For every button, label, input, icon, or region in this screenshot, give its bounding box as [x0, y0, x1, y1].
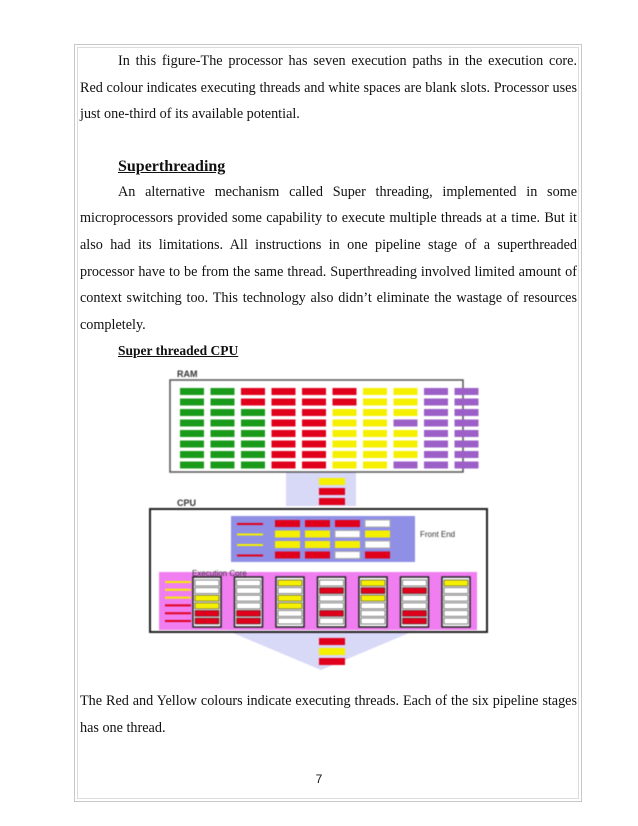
ram-thread-block — [272, 462, 296, 469]
execution-slot — [320, 595, 344, 601]
ram-thread-block — [394, 462, 418, 469]
ram-thread-block — [455, 430, 479, 437]
ram-thread-block — [363, 441, 387, 448]
execution-slot — [237, 610, 261, 616]
ram-thread-block — [363, 420, 387, 427]
front-end-slot — [305, 520, 330, 527]
section-heading: Superthreading — [118, 157, 226, 175]
execution-slot — [278, 603, 302, 609]
execution-core-label: Execution Core — [192, 569, 247, 578]
intro-paragraph: In this figure-The processor has seven execution paths in the execution core. Red colour indicates executing threads and white spaces are blank slots. Processor uses just one-third of its available potential. — [80, 53, 577, 123]
ram-thread-block — [211, 451, 235, 458]
ram-thread-block — [333, 388, 357, 395]
execution-slot — [237, 618, 261, 624]
ram-thread-block — [180, 409, 204, 416]
ram-thread-block — [302, 441, 326, 448]
front-end-slot — [335, 520, 360, 527]
ram-thread-block — [302, 451, 326, 458]
front-end-slot — [335, 531, 360, 538]
ram-thread-block — [455, 420, 479, 427]
ram-thread-block — [424, 420, 448, 427]
ram-thread-block — [180, 399, 204, 406]
ram-thread-block — [394, 409, 418, 416]
ram-thread-block — [211, 441, 235, 448]
execution-slot — [361, 610, 385, 616]
execution-slot — [444, 588, 468, 594]
execution-slot — [278, 588, 302, 594]
ram-thread-block — [211, 430, 235, 437]
front-end-slot — [275, 531, 300, 538]
ram-thread-block — [302, 399, 326, 406]
ram-thread-block — [241, 420, 265, 427]
ram-thread-block — [363, 409, 387, 416]
execution-slot — [278, 618, 302, 624]
super-threaded-cpu-figure — [145, 366, 490, 670]
ram-thread-block — [455, 388, 479, 395]
ram-thread-block — [211, 409, 235, 416]
ram-thread-block — [333, 430, 357, 437]
ram-thread-block — [394, 451, 418, 458]
page-number: 7 — [315, 772, 323, 786]
ram-thread-block — [211, 399, 235, 406]
ram-thread-block — [241, 399, 265, 406]
execution-slot — [403, 618, 427, 624]
execution-slot — [403, 603, 427, 609]
ram-thread-block — [333, 462, 357, 469]
ram-thread-block — [394, 420, 418, 427]
execution-slot — [361, 580, 385, 586]
ram-label: RAM — [177, 369, 198, 379]
execution-slot — [320, 618, 344, 624]
ram-thread-block — [302, 420, 326, 427]
ram-thread-block — [363, 451, 387, 458]
execution-slot — [320, 588, 344, 594]
execution-slot — [195, 603, 219, 609]
ram-thread-block — [363, 430, 387, 437]
ram-thread-block — [424, 430, 448, 437]
execution-slot — [403, 588, 427, 594]
ram-thread-block — [272, 409, 296, 416]
output-thread-block — [319, 638, 345, 645]
front-end-slot — [275, 541, 300, 548]
front-end-slot — [365, 520, 390, 527]
execution-slot — [195, 618, 219, 624]
caption-text: The Red and Yellow colours indicate executing threads. Each of the six pipeline stages has one thread. — [80, 693, 577, 736]
execution-slot — [361, 618, 385, 624]
execution-slot — [361, 595, 385, 601]
ram-thread-block — [180, 388, 204, 395]
body-paragraph: An alternative mechanism called Super threading, implemented in some microprocessors provided some capability to execute multiple threads at a time. But it also had its limitations. All instructions in one pipeline stage of a superthreaded processor have to be from the same thread. Superthreading involved limited amount of context switching too. This technology also didn’t eliminate the wastage of resources completely. — [80, 183, 577, 333]
execution-slot — [237, 595, 261, 601]
cpu-label: CPU — [177, 498, 197, 508]
figure-heading: Super threaded CPU — [118, 343, 239, 359]
front-end-label: Front End — [420, 530, 456, 539]
ram-thread-block — [424, 399, 448, 406]
output-thread-block — [319, 658, 345, 665]
ram-thread-block — [180, 441, 204, 448]
ram-thread-block — [241, 388, 265, 395]
ram-thread-block — [241, 462, 265, 469]
ram-thread-block — [272, 430, 296, 437]
execution-slot — [237, 603, 261, 609]
ram-thread-block — [333, 409, 357, 416]
ram-thread-block — [272, 399, 296, 406]
ram-thread-block — [272, 451, 296, 458]
ram-thread-block — [424, 451, 448, 458]
execution-slot — [403, 610, 427, 616]
ram-thread-block — [302, 388, 326, 395]
output-thread-block — [319, 648, 345, 655]
execution-slot — [320, 580, 344, 586]
ram-thread-block — [424, 462, 448, 469]
execution-slot — [403, 580, 427, 586]
ram-thread-block — [424, 441, 448, 448]
figure-caption — [80, 688, 577, 741]
ram-thread-block — [241, 430, 265, 437]
ram-thread-block — [333, 399, 357, 406]
front-end-slot — [335, 552, 360, 559]
ram-thread-block — [455, 409, 479, 416]
front-end-slot — [275, 520, 300, 527]
ram-thread-block — [394, 399, 418, 406]
execution-slot — [444, 595, 468, 601]
execution-slot — [361, 588, 385, 594]
ram-thread-block — [180, 430, 204, 437]
front-end-slot — [365, 541, 390, 548]
ram-thread-block — [363, 399, 387, 406]
ram-thread-block — [333, 441, 357, 448]
ram-thread-block — [302, 430, 326, 437]
ram-thread-block — [241, 409, 265, 416]
ram-thread-block — [455, 462, 479, 469]
execution-slot — [403, 595, 427, 601]
ram-thread-block — [424, 409, 448, 416]
execution-slot — [444, 618, 468, 624]
ram-thread-block — [455, 399, 479, 406]
bus-thread-block — [319, 498, 345, 505]
page-content — [80, 48, 577, 362]
execution-slot — [195, 580, 219, 586]
ram-thread-block — [211, 462, 235, 469]
ram-thread-block — [394, 441, 418, 448]
front-end-slot — [365, 552, 390, 559]
bus-thread-block — [319, 488, 345, 495]
ram-thread-block — [272, 420, 296, 427]
ram-thread-block — [241, 441, 265, 448]
execution-slot — [195, 588, 219, 594]
execution-slot — [195, 610, 219, 616]
execution-slot — [444, 610, 468, 616]
ram-thread-block — [272, 388, 296, 395]
ram-thread-block — [241, 451, 265, 458]
execution-slot — [444, 580, 468, 586]
execution-slot — [444, 603, 468, 609]
front-end-slot — [305, 541, 330, 548]
ram-thread-block — [424, 388, 448, 395]
ram-thread-block — [333, 420, 357, 427]
execution-slot — [320, 610, 344, 616]
front-end-slot — [335, 541, 360, 548]
front-end-slot — [305, 531, 330, 538]
ram-thread-block — [211, 388, 235, 395]
execution-slot — [361, 603, 385, 609]
ram-thread-block — [333, 451, 357, 458]
ram-thread-block — [394, 388, 418, 395]
execution-slot — [237, 588, 261, 594]
ram-thread-block — [455, 441, 479, 448]
ram-thread-block — [394, 430, 418, 437]
ram-thread-block — [180, 462, 204, 469]
ram-thread-block — [455, 451, 479, 458]
ram-thread-block — [302, 409, 326, 416]
ram-thread-block — [363, 388, 387, 395]
ram-thread-block — [302, 462, 326, 469]
execution-slot — [320, 603, 344, 609]
bus-thread-block — [319, 478, 345, 485]
execution-slot — [237, 580, 261, 586]
ram-thread-block — [272, 441, 296, 448]
front-end-slot — [275, 552, 300, 559]
execution-slot — [278, 610, 302, 616]
ram-thread-block — [211, 420, 235, 427]
execution-slot — [195, 595, 219, 601]
execution-slot — [278, 595, 302, 601]
front-end-slot — [305, 552, 330, 559]
front-end-slot — [365, 531, 390, 538]
ram-thread-block — [180, 420, 204, 427]
ram-thread-block — [180, 451, 204, 458]
ram-thread-block — [363, 462, 387, 469]
execution-slot — [278, 580, 302, 586]
